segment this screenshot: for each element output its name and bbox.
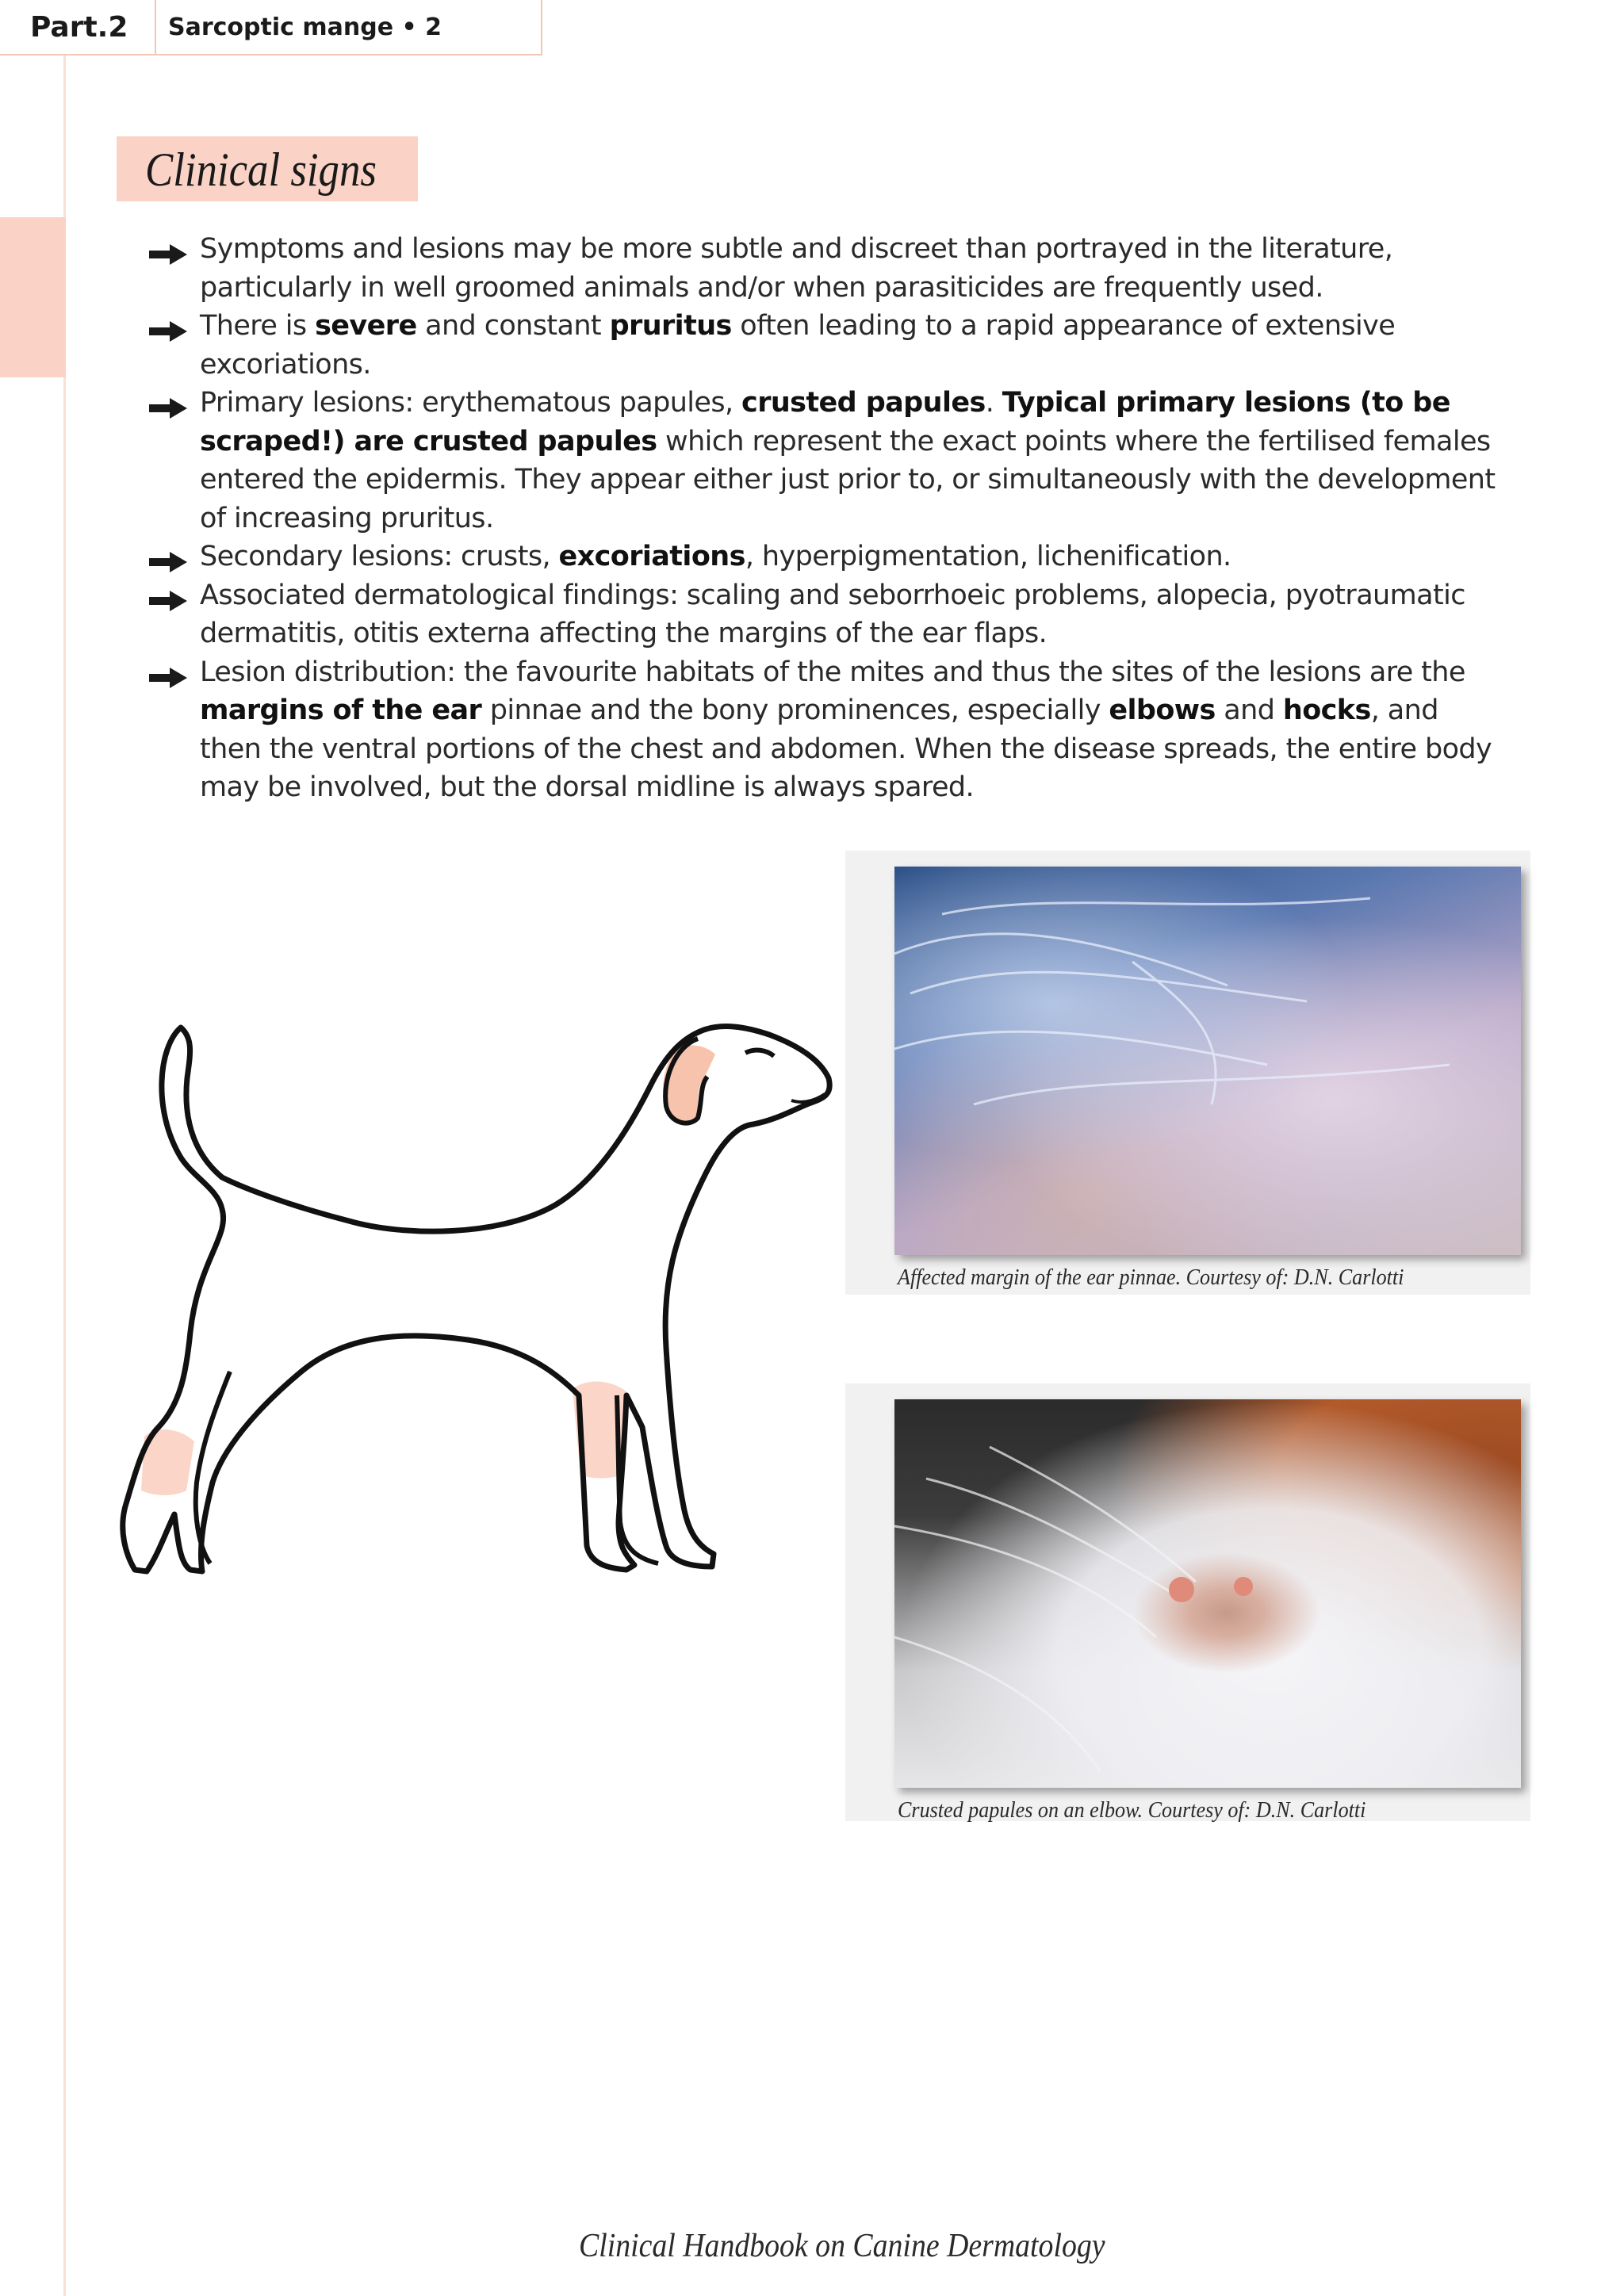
- body-text: Primary lesions: erythematous papules,: [200, 387, 742, 419]
- body-text: .: [985, 387, 1002, 419]
- eye: [745, 1050, 774, 1056]
- page-footer: Clinical Handbook on Canine Dermatology: [579, 2228, 1105, 2264]
- body-text: , and then the ventral portions of the chest and abdomen. When the disease spreads, the entire body may be involved, but the dorsal midline is always spared.: [200, 695, 1492, 803]
- emphasis-text: margins of the ear: [200, 695, 482, 726]
- clinical-sign-item: [147, 307, 1496, 384]
- body-text: which represent the exact points where the fertilised females entered the epidermis. They appear either just prior to, or simultaneously with the development of increasing pruritus.: [200, 425, 1496, 534]
- body-text: pinnae and the bony prominences, especially: [481, 695, 1109, 726]
- clinical-sign-item: [147, 538, 1496, 576]
- body-text: Secondary lesions: crusts,: [200, 541, 559, 572]
- section-heading: Clinical signs: [145, 144, 377, 196]
- arrow-bullet-icon: [147, 316, 189, 339]
- body-text: often leading to a rapid appearance of extensive excoriations.: [200, 310, 1396, 381]
- emphasis-text: excoriations: [558, 541, 745, 572]
- emphasis-text: crusted papules: [741, 387, 986, 419]
- dog-lesion-distribution-diagram: [111, 999, 856, 1586]
- emphasis-text: hocks: [1282, 695, 1371, 726]
- arrow-bullet-icon: [147, 239, 189, 262]
- figure-elbow: [845, 1383, 1530, 1821]
- figure-ear-pinnae: [845, 851, 1530, 1295]
- body-text: There is: [200, 310, 316, 342]
- figure-caption-2: Crusted papules on an elbow. Courtesy of: D.N. Carlotti: [898, 1797, 1366, 1823]
- figure-caption-1: Affected margin of the ear pinnae. Courtesy of: D.N. Carlotti: [898, 1265, 1404, 1290]
- emphasis-text: pruritus: [609, 310, 732, 342]
- clinical-sign-item: [147, 653, 1496, 807]
- clinical-signs-list: [147, 230, 1496, 807]
- clinical-sign-item: [147, 230, 1496, 307]
- body-text: Lesion distribution: the favourite habitats of the mites and thus the sites of the lesions are the: [200, 656, 1465, 688]
- part-label: Part.2: [30, 11, 128, 44]
- body-text: , hyperpigmentation, lichenification.: [745, 541, 1231, 572]
- chapter-title: Sarcoptic mange • 2: [168, 13, 442, 41]
- running-header: [0, 0, 542, 55]
- arrow-bullet-icon: [147, 585, 189, 609]
- arrow-bullet-icon: [147, 546, 189, 570]
- margin-rule: [63, 55, 66, 2296]
- body-text: Symptoms and lesions may be more subtle and discreet than portrayed in the literature, particularly in well groomed animals and/or when parasiticides are frequently used.: [200, 233, 1393, 304]
- dog-outline: [123, 1027, 829, 1571]
- inner-hind-leg: [196, 1372, 230, 1563]
- emphasis-text: Typical primary lesions (to be scraped!) are crusted papules: [200, 387, 1450, 457]
- arrow-bullet-icon: [147, 662, 189, 686]
- section-heading-box: [117, 136, 418, 201]
- header-divider: [155, 0, 156, 55]
- clinical-sign-item: [147, 576, 1496, 653]
- ear-pinnae-photo: [894, 867, 1521, 1255]
- emphasis-text: severe: [315, 310, 417, 342]
- body-text: and: [1215, 695, 1283, 726]
- emphasis-text: elbows: [1109, 695, 1216, 726]
- body-text: and constant: [416, 310, 610, 342]
- clinical-sign-item: [147, 384, 1496, 538]
- arrow-bullet-icon: [147, 392, 189, 416]
- elbow-photo: [894, 1399, 1521, 1788]
- side-tab-marker: [0, 217, 66, 377]
- body-text: Associated dermatological findings: scaling and seborrhoeic problems, alopecia, pyotraumatic dermatitis, otitis externa affecting the margins of the ear flaps.: [200, 579, 1465, 649]
